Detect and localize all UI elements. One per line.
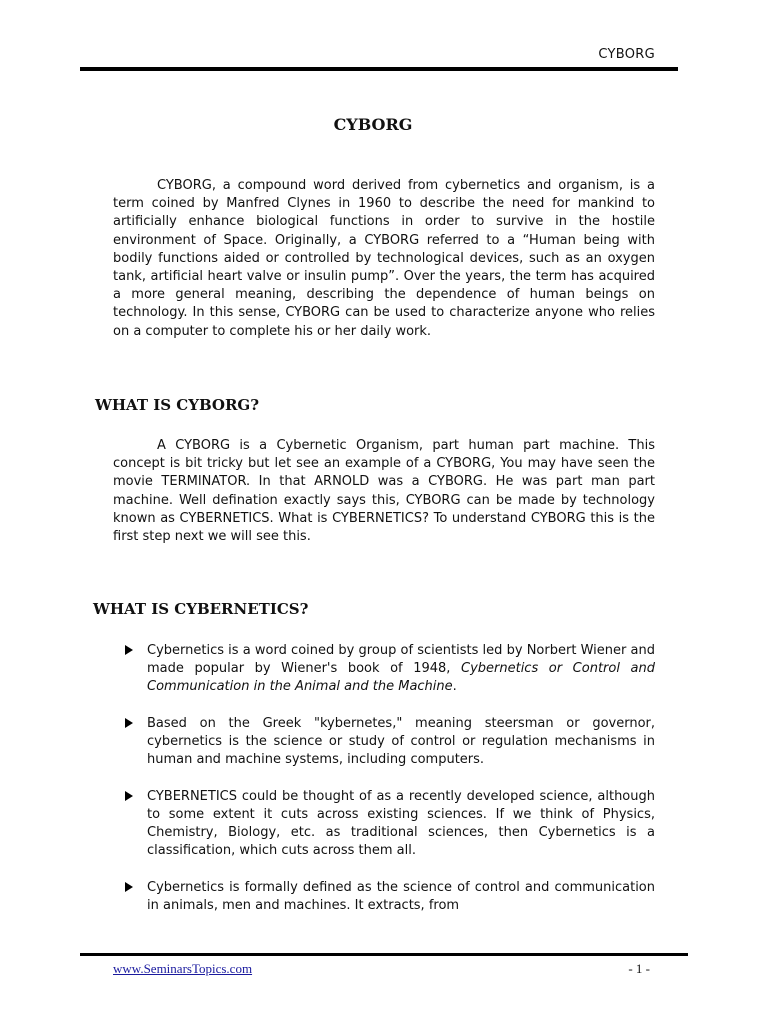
list-item [125,788,655,861]
bullet-text [147,642,655,697]
cyborg-paragraph-block [113,437,655,546]
page-number: - 1 - [628,961,650,976]
cybernetics-bullet-list [125,642,655,933]
bullet-text: Based on the Greek "kybernetes," meaning steersman or governor, cybernetics is the science or study of control or regulation mechanisms in human and machine systems, including computers. [147,715,655,768]
running-header: CYBORG [598,47,655,62]
page-title: CYBORG [333,115,413,134]
list-item [125,642,655,697]
header-rule [80,67,678,71]
footer-rule [80,953,688,956]
arrow-bullet-icon [125,645,133,655]
list-item [125,715,655,770]
bullet-text: CYBERNETICS could be thought of as a recently developed science, although to some extent it cuts across existing sciences. If we think of Physics, Chemistry, Biology, etc. as traditional sciences, then Cybernetics is a classification, which cuts across them all. [147,788,655,859]
bullet-text-plain: Cybernetics is a word coined by group of scientists led by Norbert Wiener and made popular by Wiener's book of 1948, [147,643,655,677]
footer-website-link[interactable]: www.SeminarsTopics.com [113,961,253,976]
heading-what-is-cybernetics: WHAT IS CYBERNETICS? [93,600,309,618]
heading-what-is-cyborg: WHAT IS CYBORG? [95,396,260,414]
list-item [125,879,655,915]
arrow-bullet-icon [125,791,133,801]
book-title: Cybernetics or Control and Communication in the Animal and the Machine [147,661,655,695]
bullet-text-end: . [452,679,457,695]
bullet-text: Cybernetics is formally defined as the science of control and communication in animals, men and machines. It extracts, from [147,879,655,913]
arrow-bullet-icon [125,882,133,892]
cyborg-paragraph: A CYBORG is a Cybernetic Organism, part human part machine. This concept is bit tricky but let see an example of a CYBORG, You may have seen the movie TERMINATOR. In that ARNOLD was a CYBORG. He was part man part machine. Well defination exactly says this, CYBORG can be made by technology known as CYBERNETICS. What is CYBERNETICS? To understand CYBORG this is the first step next we will see this. [113,438,655,545]
intro-paragraph: CYBORG, a compound word derived from cybernetics and organism, is a term coined by Manfred Clynes in 1960 to describe the need for mankind to artificially enhance biological functions in order to survive in the hostile environment of Space. Originally, a CYBORG referred to a “Human being with bodily functions aided or controlled by technological devices, such as an oxygen tank, artificial heart valve or insulin pump”. Over the years, the term has acquired a more general meaning, describing the dependence of human beings on technology. In this sense, CYBORG can be used to characterize anyone who relies on a computer to complete his or her daily work. [113,178,655,339]
arrow-bullet-icon [125,718,133,728]
intro-paragraph-block [113,177,655,341]
